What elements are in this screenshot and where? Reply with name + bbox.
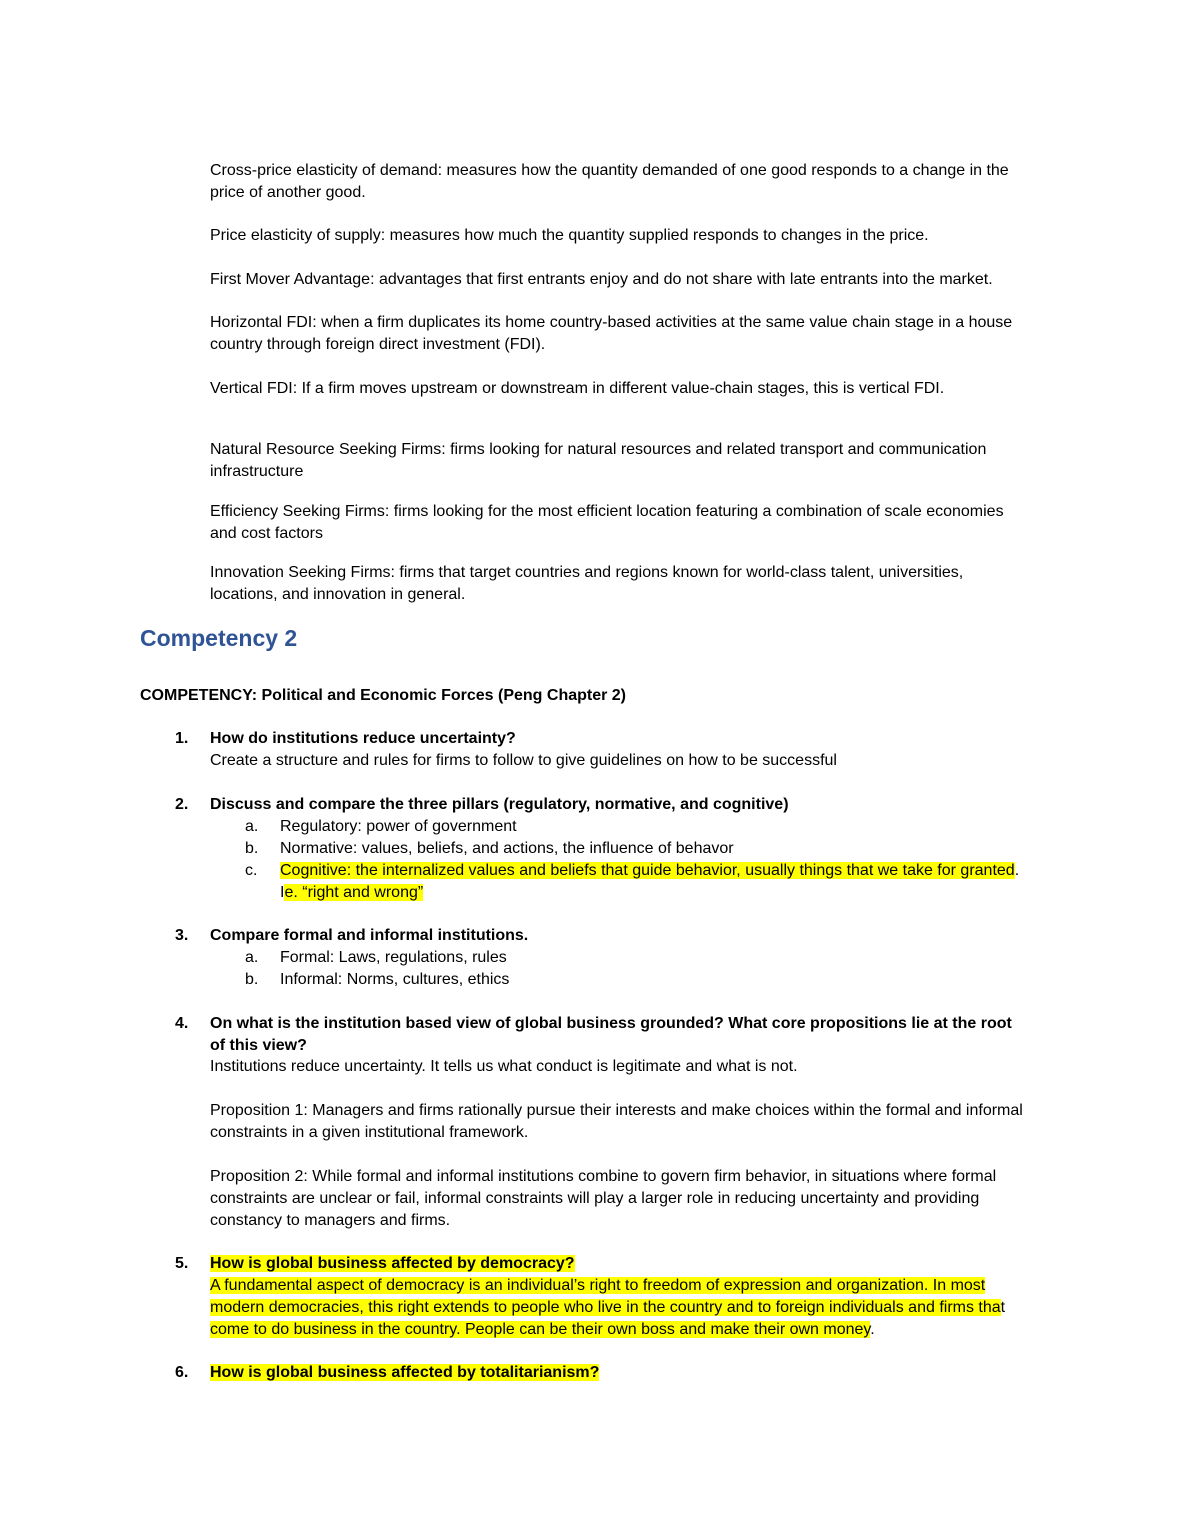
highlighted-text: A fundamental aspect of democracy is an individual’s right to freedom of expression and organization. In most (210, 1277, 986, 1294)
proposition-line: constraints in a given institutional framework. (210, 1124, 529, 1141)
list-item-normative: Normative: values, beliefs, and actions, the influence of behavor (280, 840, 734, 857)
definition-line: Efficiency Seeking Firms: firms looking for the most efficient location featuring a combination of scale economies (210, 503, 1004, 520)
definition-vertical-fdi (210, 378, 1050, 400)
definition-line: Natural Resource Seeking Firms: firms looking for natural resources and related transport and communication (210, 441, 987, 458)
text-start: I (280, 884, 285, 901)
definition-line: locations, and innovation in general. (210, 586, 466, 603)
list-letter: b. (245, 840, 259, 857)
section-heading: Competency 2 (140, 625, 298, 651)
question-number: 2. (175, 796, 189, 813)
definition-first-mover (210, 269, 1050, 291)
answer-1: Create a structure and rules for firms to follow to give guidelines on how to be successful (210, 752, 837, 769)
text-end: . (1014, 862, 1020, 879)
highlighted-text: How is global business affected by democracy? (210, 1255, 575, 1272)
proposition-line: constancy to managers and firms. (210, 1212, 451, 1229)
list-letter: c. (245, 862, 258, 879)
list-letter: a. (245, 949, 259, 966)
question-number: 4. (175, 1015, 189, 1032)
question-line: On what is the institution based view of global business grounded? What core propositions lie at the root (210, 1015, 1012, 1032)
question-4 (210, 1013, 1050, 1057)
question-number: 1. (175, 730, 189, 747)
question-line: of this view? (210, 1037, 307, 1054)
highlighted-text: modern democracies, this right extends to people who live in the country and to foreign individuals and firms tha (210, 1299, 1001, 1316)
definition-line: Vertical FDI: If a firm moves upstream or downstream in different value-chain stages, this is vertical FDI. (210, 380, 945, 397)
list-item-informal: Informal: Norms, cultures, ethics (280, 971, 510, 988)
definition-line: Innovation Seeking Firms: firms that target countries and regions known for world-class talent, universities, (210, 564, 964, 581)
definition-horizontal-fdi (210, 312, 1050, 356)
definition-line: Horizontal FDI: when a firm duplicates its home country-based activities at the same value chain stage in a house (210, 314, 1013, 331)
definition-line: country through foreign direct investment (FDI). (210, 336, 546, 353)
definition-line: and cost factors (210, 525, 323, 542)
proposition-2 (210, 1166, 1050, 1232)
highlighted-text: come to do business in the country. People can be their own boss and make their own money (210, 1321, 871, 1338)
definition-efficiency-seeking (210, 501, 1050, 545)
question-3: Compare formal and informal institutions. (210, 927, 529, 944)
question-6 (210, 1362, 1050, 1384)
list-item-formal: Formal: Laws, regulations, rules (280, 949, 507, 966)
list-letter: b. (245, 971, 259, 988)
question-number: 3. (175, 927, 189, 944)
definition-line: Price elasticity of supply: measures how much the quantity supplied responds to changes in the price. (210, 227, 929, 244)
competency-title: COMPETENCY: Political and Economic Forces (Peng Chapter 2) (140, 687, 627, 704)
definition-natural-resource (210, 439, 1050, 483)
proposition-1 (210, 1100, 1050, 1144)
definition-innovation-seeking (210, 562, 1050, 606)
highlighted-text: How is global business affected by totalitarianism? (210, 1364, 600, 1381)
proposition-line: Proposition 1: Managers and firms rationally pursue their interests and make choices within the formal and informal (210, 1102, 1023, 1119)
question-5 (210, 1253, 1050, 1275)
list-letter: a. (245, 818, 259, 835)
answer-5 (210, 1275, 1050, 1341)
definition-price-elasticity-supply (210, 225, 1050, 247)
question-2: Discuss and compare the three pillars (regulatory, normative, and cognitive) (210, 796, 789, 813)
proposition-line: Proposition 2: While formal and informal institutions combine to govern firm behavior, in situations where formal (210, 1168, 997, 1185)
proposition-line: constraints are unclear or fail, informal constraints will play a larger role in reducing uncertainty and providing (210, 1190, 980, 1207)
question-1: How do institutions reduce uncertainty? (210, 730, 516, 747)
highlighted-text: Cognitive: the internalized values and beliefs that guide behavior, usually things that we take for granted (280, 862, 1015, 879)
text-end: . (870, 1321, 875, 1338)
question-number: 5. (175, 1255, 189, 1272)
definition-line: infrastructure (210, 463, 304, 480)
text-end: t (1000, 1299, 1006, 1316)
list-item-cognitive (280, 860, 1050, 904)
definition-line: Cross-price elasticity of demand: measures how the quantity demanded of one good responds to a change in the (210, 162, 1009, 179)
definition-line: First Mover Advantage: advantages that first entrants enjoy and do not share with late entrants into the market. (210, 271, 993, 288)
definition-line: price of another good. (210, 184, 366, 201)
list-item-regulatory: Regulatory: power of government (280, 818, 517, 835)
highlighted-text: e. “right and wrong” (284, 884, 424, 901)
question-number: 6. (175, 1364, 189, 1381)
definition-cross-price-elasticity (210, 160, 1050, 204)
answer-4: Institutions reduce uncertainty. It tells us what conduct is legitimate and what is not. (210, 1058, 798, 1075)
